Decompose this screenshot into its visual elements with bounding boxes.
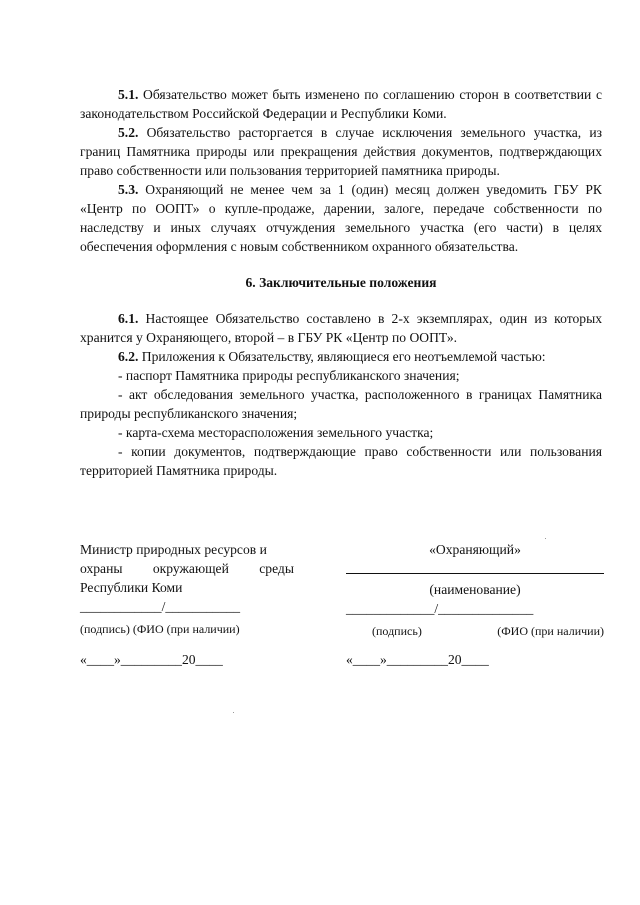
paragraph-5-1 xyxy=(80,85,602,123)
list-item: - акт обследования земельного участка, расположенного в границах Памятника природы республиканского значения; xyxy=(80,387,602,421)
paragraph-number: 5.3. xyxy=(118,182,139,197)
left-date-line: «____»_________20____ xyxy=(80,652,223,667)
left-signatory-line2: охраны окружающей среды xyxy=(80,561,294,576)
paragraph-text: Обязательство расторгается в случае исключения земельного участка, из границ Памятника природы или прекращения действия документов, подтверждающих право собственности или пользования территорией памятника природы. xyxy=(80,125,603,178)
left-signature-caption: (подпись) (ФИО (при наличии) xyxy=(80,622,240,636)
paragraph-text: Приложения к Обязательству, являющиеся его неотъемлемой частью: xyxy=(141,349,546,364)
left-signature-line: ____________/___________ xyxy=(80,599,241,614)
list-item: - копии документов, подтверждающие право собственности или пользования территорией Памятника природы. xyxy=(80,444,602,478)
paragraph-6-1 xyxy=(80,309,602,347)
list-item: - карта-схема месторасположения земельного участка; xyxy=(118,425,434,440)
document-body xyxy=(80,85,602,480)
paragraph-text: Обязательство может быть изменено по соглашению сторон в соответствии с законодательством Российской Федерации и Республики Коми. xyxy=(80,87,602,121)
paragraph-5-3 xyxy=(80,180,602,256)
left-signatory-line1: Министр природных ресурсов и xyxy=(80,542,267,557)
scan-speck xyxy=(233,712,234,713)
right-signature-block xyxy=(346,540,604,641)
paragraph-number: 5.2. xyxy=(118,125,139,140)
paragraph-number: 5.1. xyxy=(118,87,139,102)
left-signatory-line3: Республики Коми xyxy=(80,580,183,595)
paragraph-text: Охраняющий не менее чем за 1 (один) месяц должен уведомить ГБУ РК «Центр по ООПТ» о купле-продаже, дарении, залоге, передаче собственности по наследству и иных случаях отчуждения земельного участка (его части) в целях обеспечения оформления с новым собственником охранного обязательства. xyxy=(80,182,602,254)
paragraph-number: 6.1. xyxy=(118,311,139,326)
paragraph-5-2 xyxy=(80,123,602,180)
name-blank-line xyxy=(346,559,604,574)
right-signature-line: _____________/______________ xyxy=(346,601,534,616)
right-signature-captions xyxy=(346,622,604,641)
right-signatory-title: «Охраняющий» xyxy=(429,542,521,557)
right-date-line: «____»_________20____ xyxy=(346,652,489,667)
paragraph-text: Настоящее Обязательство составлено в 2-х экземплярах, один из которых хранится у Охраняющего, второй – в ГБУ РК «Центр по ООПТ». xyxy=(80,311,602,345)
right-name-caption: (наименование) xyxy=(429,582,521,597)
left-signature-block xyxy=(80,540,294,639)
paragraph-number: 6.2. xyxy=(118,349,139,364)
paragraph-6-2 xyxy=(80,347,602,366)
list-item: - паспорт Памятника природы республиканского значения; xyxy=(118,368,460,383)
scan-speck xyxy=(545,538,546,539)
right-caption-fio: (ФИО (при наличии) xyxy=(497,624,604,638)
right-caption-sign: (подпись) xyxy=(372,624,422,638)
section-title: 6. Заключительные положения xyxy=(245,275,437,290)
